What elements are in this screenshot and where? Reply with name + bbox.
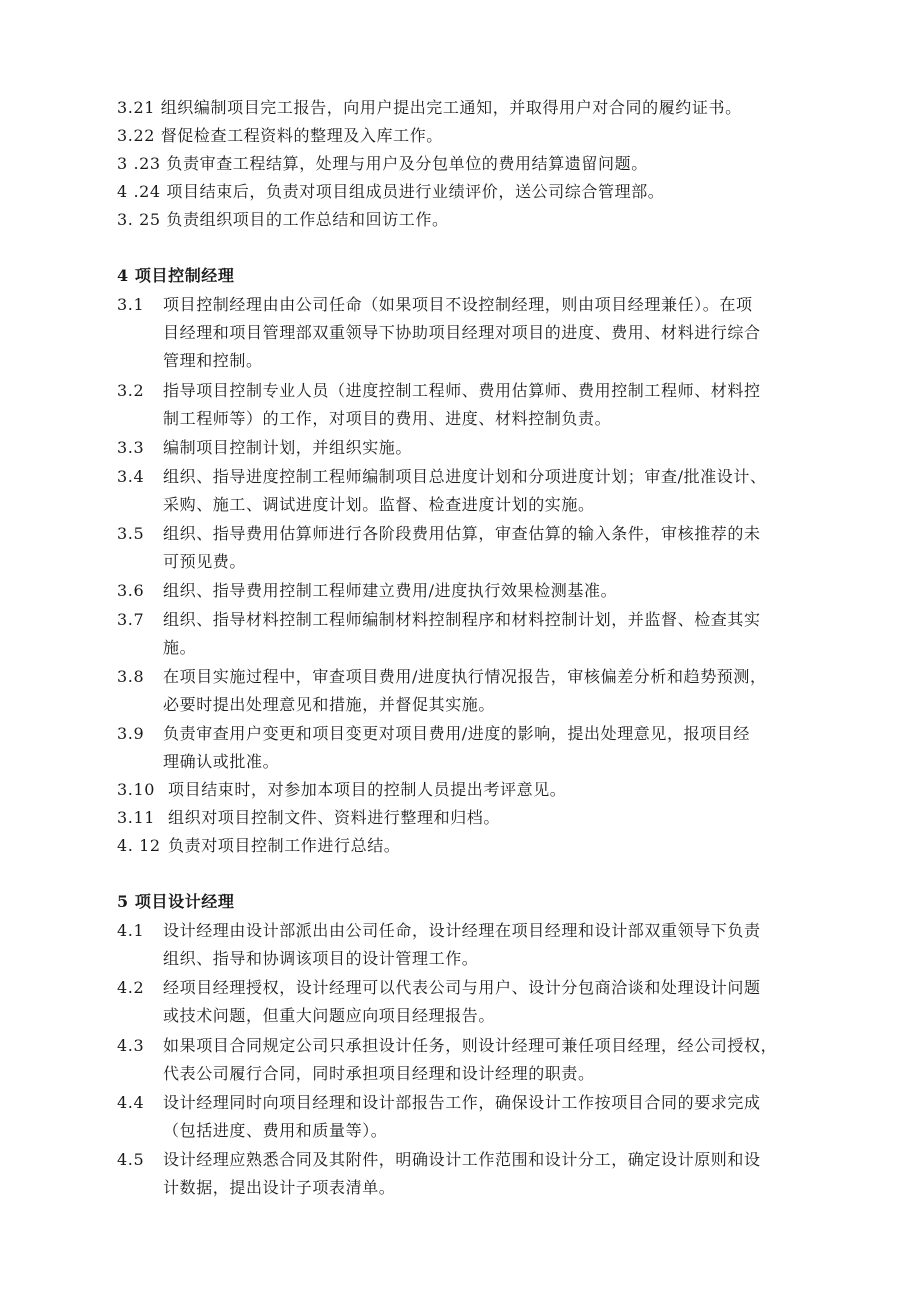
item-text: 代表公司履行合同，同时承担项目经理和设计经理的职责。 (163, 1064, 595, 1083)
item-text: 组织对项目控制文件、资料进行整理和归档。 (168, 808, 501, 827)
item-number: 4.5 (117, 1150, 145, 1169)
item-text: 组织、指导材料控制工程师编制材料控制程序和材料控制计划，并监督、检查其实 (163, 610, 761, 629)
item-text: 计数据，提出设计子项表清单。 (163, 1178, 396, 1197)
item-text: 理确认或批准。 (163, 752, 280, 771)
item-text: 项目控制经理由由公司任命（如果项目不设控制经理，则由项目经理兼任）。在项 (163, 295, 753, 314)
item-text: 组织、指导费用估算师进行各阶段费用估算，审查估算的输入条件，审核推荐的未 (163, 524, 761, 543)
item-number: 4. 12 (117, 836, 161, 855)
paragraph-3-25: 3. 25 负责组织项目的工作总结和回访工作。 (117, 210, 449, 229)
item-text: 必要时提出处理意见和措施，并督促其实施。 (163, 695, 496, 714)
item-text: 负责审查用户变更和项目变更对项目费用/进度的影响，提出处理意见，报项目经 (163, 724, 750, 743)
item-text: 负责对项目控制工作进行总结。 (168, 836, 401, 855)
item-text: 在项目实施过程中，审查项目费用/进度执行情况报告，审核偏差分析和趋势预测， (163, 667, 767, 686)
item-text: 设计经理应熟悉合同及其附件，明确设计工作范围和设计分工，确定设计原则和设 (163, 1150, 761, 1169)
item-text: 编制项目控制计划，并组织实施。 (163, 438, 413, 457)
item-text: 施。 (163, 638, 197, 657)
item-number: 3.8 (117, 667, 145, 686)
item-text: 可预见费。 (163, 552, 247, 571)
item-text: 采购、施工、调试进度计划。监督、检查进度计划的实施。 (163, 495, 595, 514)
item-number: 3.4 (117, 467, 145, 486)
item-number: 4.3 (117, 1036, 145, 1055)
item-text: 项目结束时，对参加本项目的控制人员提出考评意见。 (168, 780, 567, 799)
paragraph-3-24: 4 .24 项目结束后，负责对项目组成员进行业绩评价，送公司综合管理部。 (117, 182, 665, 201)
item-text: 制工程师等）的工作，对项目的费用、进度、材料控制负责。 (163, 409, 612, 428)
item-number: 3.11 (117, 808, 156, 827)
item-number: 3.7 (117, 610, 145, 629)
item-number: 3.2 (117, 381, 145, 400)
item-text: 组织、指导和协调该项目的设计管理工作。 (163, 949, 479, 968)
item-number: 3.9 (117, 724, 145, 743)
item-text: 如果项目合同规定公司只承担设计任务，则设计经理可兼任项目经理，经公司授权， (163, 1036, 778, 1055)
item-text: （包括进度、费用和质量等）。 (163, 1121, 388, 1140)
item-text: 经项目经理授权，设计经理可以代表公司与用户、设计分包商洽谈和处理设计问题 (163, 978, 761, 997)
item-number: 3.5 (117, 524, 145, 543)
item-text: 设计经理同时向项目经理和设计部报告工作，确保设计工作按项目合同的要求完成 (163, 1093, 761, 1112)
item-text: 指导项目控制专业人员（进度控制工程师、费用估算师、费用控制工程师、材料控 (163, 381, 761, 400)
item-number: 3.3 (117, 438, 145, 457)
item-number: 4.2 (117, 978, 145, 997)
paragraph-3-23: 3 .23 负责审查工程结算，处理与用户及分包单位的费用结算遗留问题。 (117, 154, 648, 173)
section-heading-5: 5 项目设计经理 (117, 892, 235, 911)
item-number: 3.6 (117, 581, 145, 600)
paragraph-3-22: 3.22 督促检查工程资料的整理及入库工作。 (117, 126, 443, 145)
item-text: 设计经理由设计部派出由公司任命，设计经理在项目经理和设计部双重领导下负责 (163, 921, 761, 940)
item-text: 组织、指导进度控制工程师编制项目总进度计划和分项进度计划；审查/批准设计、 (163, 467, 767, 486)
item-number: 3.10 (117, 780, 156, 799)
section-heading-4: 4 项目控制经理 (117, 266, 235, 285)
item-number: 3.1 (117, 295, 145, 314)
item-text: 目经理和项目管理部双重领导下协助项目经理对项目的进度、费用、材料进行综合 (163, 323, 761, 342)
item-text: 组织、指导费用控制工程师建立费用/进度执行效果检测基准。 (163, 581, 618, 600)
item-text: 管理和控制。 (163, 351, 263, 370)
item-number: 4.4 (117, 1093, 145, 1112)
paragraph-3-21: 3.21 组织编制项目完工报告，向用户提出完工通知，并取得用户对合同的履约证书。 (117, 98, 742, 117)
item-text: 或技术问题，但重大问题应向项目经理报告。 (163, 1006, 496, 1025)
item-number: 4.1 (117, 921, 145, 940)
